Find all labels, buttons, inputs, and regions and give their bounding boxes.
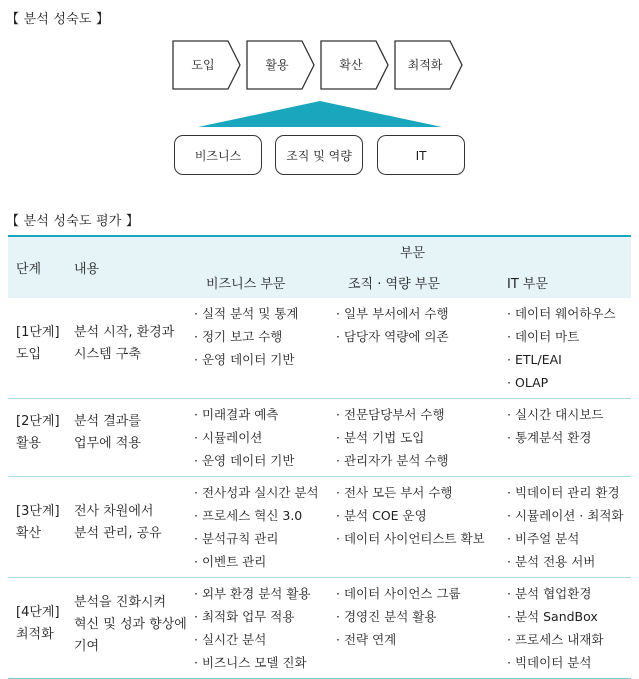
list-item: · 빅데이터 분석 <box>507 651 631 674</box>
list-item: · 담당자 역량에 의존 <box>336 325 491 348</box>
list-item: · 일부 부서에서 수행 <box>336 302 491 325</box>
list-item: · 분석규칙 관리 <box>194 527 336 550</box>
org-cell <box>336 477 491 578</box>
list-item: · 분석 SandBox <box>507 605 631 628</box>
header-stage: 단계 <box>8 236 66 298</box>
list-item: · 실시간 분석 <box>194 628 336 651</box>
list-item: · 전사성과 실시간 분석 <box>194 481 336 504</box>
maturity-evaluation-table <box>8 235 631 679</box>
list-item: · 정기 보고 수행 <box>194 325 336 348</box>
desc-line: 혁신 및 성과 향상에 <box>74 617 187 632</box>
list-item: · 시뮬레이션 <box>194 426 336 449</box>
list-item: · 비주얼 분석 <box>507 527 631 550</box>
stage-label: [2단계] <box>16 414 60 429</box>
flow-step-optimize <box>394 40 464 90</box>
table-row <box>8 578 631 679</box>
list-item: · 분석 COE 운영 <box>336 504 491 527</box>
list-item: · 데이터 사이언티스트 확보 <box>336 527 491 550</box>
desc-line: 전사 차원에서 <box>74 504 154 519</box>
list-item: · 실시간 대시보드 <box>507 403 631 426</box>
business-cell <box>194 578 336 679</box>
list-item: · 통계분석 환경 <box>507 426 631 449</box>
list-item: · 최적화 업무 적용 <box>194 605 336 628</box>
list-item: · 전문담당부서 수행 <box>336 403 491 426</box>
maturity-flow <box>172 40 472 90</box>
header-group: 부문 <box>194 236 631 266</box>
list-item: · 전략 연계 <box>336 628 491 651</box>
header-business: 비즈니스 부문 <box>194 266 336 298</box>
flow-step-use <box>246 40 316 90</box>
list-item: · 실적 분석 및 통계 <box>194 302 336 325</box>
table-row <box>8 399 631 477</box>
stage-label: [3단계] <box>16 504 60 519</box>
stage-name: 활용 <box>16 436 42 451</box>
it-cell <box>491 298 631 399</box>
flow-step-label: 도입 <box>191 58 215 72</box>
list-item: · 외부 환경 분석 활용 <box>194 582 336 605</box>
desc-line: 분석 결과를 <box>74 414 141 429</box>
stage-cell <box>8 399 66 477</box>
list-item: · 경영진 분석 활용 <box>336 605 491 628</box>
desc-cell <box>66 578 194 679</box>
list-item: · 운영 데이터 기반 <box>194 348 336 371</box>
header-content: 내용 <box>66 236 194 298</box>
list-item: · 빅데이터 관리 환경 <box>507 481 631 504</box>
desc-line: 분석을 진화시켜 <box>74 595 167 610</box>
list-item: · 관리자가 분석 수행 <box>336 449 491 472</box>
desc-line: 분석 관리, 공유 <box>74 526 162 541</box>
stage-name: 도입 <box>16 347 42 362</box>
header-it: IT 부문 <box>491 266 631 298</box>
flow-step-spread <box>320 40 390 90</box>
business-cell <box>194 477 336 578</box>
org-cell <box>336 399 491 477</box>
list-item: · 데이터 사이언스 그룹 <box>336 582 491 605</box>
domain-box-business: 비즈니스 <box>174 135 262 175</box>
list-item: · 전사 모든 부서 수행 <box>336 481 491 504</box>
list-item: · 미래결과 예측 <box>194 403 336 426</box>
stage-label: [4단계] <box>16 605 60 620</box>
business-cell <box>194 298 336 399</box>
stage-label: [1단계] <box>16 325 60 340</box>
flow-step-label: 활용 <box>265 58 289 72</box>
it-cell <box>491 578 631 679</box>
evaluation-section-title: 【 분석 성숙도 평가 】 <box>6 214 140 229</box>
list-item: · 이벤트 관리 <box>194 550 336 573</box>
stage-cell <box>8 477 66 578</box>
stage-name: 확산 <box>16 526 42 541</box>
desc-line: 기여 <box>74 639 100 654</box>
org-cell <box>336 578 491 679</box>
header-org: 조직 · 역량 부문 <box>336 266 491 298</box>
stage-cell <box>8 298 66 399</box>
table-row <box>8 477 631 578</box>
list-item: · 비즈니스 모델 진화 <box>194 651 336 674</box>
desc-line: 시스템 구축 <box>74 347 141 362</box>
flow-step-label: 확산 <box>339 58 363 72</box>
list-item: · 시뮬레이션 · 최적화 <box>507 504 631 527</box>
list-item: · 분석 기법 도입 <box>336 426 491 449</box>
flow-step-intro <box>172 40 242 90</box>
table-row <box>8 298 631 399</box>
list-item: · 데이터 웨어하우스 <box>507 302 631 325</box>
list-item: · 운영 데이터 기반 <box>194 449 336 472</box>
support-triangle <box>198 100 443 128</box>
list-item: · 프로세스 내재화 <box>507 628 631 651</box>
business-cell <box>194 399 336 477</box>
stage-cell <box>8 578 66 679</box>
desc-cell <box>66 477 194 578</box>
list-item: · 데이터 마트 <box>507 325 631 348</box>
domain-box-it: IT <box>377 135 465 175</box>
flow-step-label: 최적화 <box>407 58 443 72</box>
list-item: · 분석 전용 서버 <box>507 550 631 573</box>
list-item: · ETL/EAI <box>507 348 631 371</box>
domain-box-org: 조직 및 역량 <box>275 135 363 175</box>
it-cell <box>491 399 631 477</box>
list-item: · 분석 협업환경 <box>507 582 631 605</box>
list-item: · 프로세스 혁신 3.0 <box>194 504 336 527</box>
org-cell <box>336 298 491 399</box>
desc-line: 분석 시작, 환경과 <box>74 325 175 340</box>
list-item: · OLAP <box>507 371 631 394</box>
stage-name: 최적화 <box>16 627 54 642</box>
desc-cell <box>66 399 194 477</box>
desc-cell <box>66 298 194 399</box>
desc-line: 업무에 적용 <box>74 436 141 451</box>
maturity-section-title: 【 분석 성숙도 】 <box>6 12 110 27</box>
it-cell <box>491 477 631 578</box>
